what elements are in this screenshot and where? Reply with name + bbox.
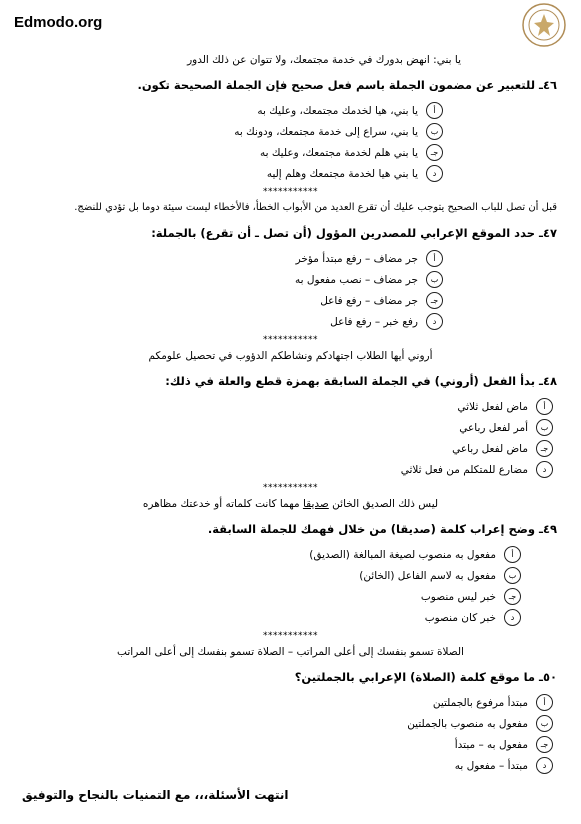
ministry-seal-icon	[521, 2, 567, 48]
option-text: جر مضاف – رفع مبتدأ مؤخر	[295, 252, 418, 265]
option-50-d[interactable]	[20, 755, 553, 776]
option-text: خبر كان منصوب	[424, 611, 496, 624]
question-46: ٤٦ـ للتعبير عن مضمون الجملة باسم فعل صحيح فإن الجملة الصحيحة تكون.	[137, 78, 557, 92]
letter-circle-icon: ب	[536, 715, 553, 732]
option-text: مفعول به – مبتدأ	[454, 738, 528, 751]
passage-49	[20, 496, 561, 518]
letter-circle-icon: د	[504, 609, 521, 626]
option-47-c[interactable]	[20, 290, 443, 311]
passage-highlight: صديقا	[302, 498, 329, 510]
letter-circle-icon: ب	[426, 123, 443, 140]
option-text: ماض لفعل رباعي	[452, 442, 528, 455]
option-text: أمر لفعل رباعي	[459, 421, 528, 434]
option-text: مفعول به منصوب بالجملتين	[407, 717, 528, 730]
separator: ***********	[263, 483, 318, 493]
question-47: ٤٧ـ حدد الموقع الإعرابي للمصدرين المؤول (أن تصل ـ أن تقرع) بالجملة:	[151, 226, 557, 240]
option-50-c[interactable]	[20, 734, 553, 755]
option-text: مبتدأ مرفوع بالجملتين	[432, 696, 528, 709]
exam-page	[20, 52, 561, 776]
option-46-d[interactable]	[20, 163, 443, 184]
letter-circle-icon: ب	[536, 419, 553, 436]
option-text: يا بني، هيا لخدمك مجتمعك، وعليك به	[257, 104, 418, 117]
separator: ***********	[263, 335, 318, 345]
letter-circle-icon: أ	[504, 546, 521, 563]
passage-50: الصلاة تسمو بنفسك إلى أعلى المراتب – الصلاة تسمو بنفسك إلى أعلى المراتب	[117, 646, 464, 658]
letter-circle-icon: جـ	[504, 588, 521, 605]
options-47	[20, 248, 561, 332]
letter-circle-icon: جـ	[426, 292, 443, 309]
letter-circle-icon: أ	[536, 398, 553, 415]
passage-text: ليس ذلك الصديق الخائن	[328, 498, 439, 510]
letter-circle-icon: أ	[426, 250, 443, 267]
letter-circle-icon: ب	[426, 271, 443, 288]
option-49-b[interactable]	[20, 565, 521, 586]
option-46-a[interactable]	[20, 100, 443, 121]
options-49	[20, 544, 561, 628]
options-48	[20, 396, 561, 480]
letter-circle-icon: ب	[504, 567, 521, 584]
option-text: يا بني، سراع إلى خدمة مجتمعك، ودونك به	[234, 125, 418, 138]
option-46-c[interactable]	[20, 142, 443, 163]
letter-circle-icon: جـ	[536, 440, 553, 457]
option-47-a[interactable]	[20, 248, 443, 269]
option-text: مضارع للمتكلم من فعل ثلاثي	[400, 463, 528, 476]
option-46-b[interactable]	[20, 121, 443, 142]
option-50-a[interactable]	[20, 692, 553, 713]
option-text: جر مضاف – رفع فاعل	[320, 294, 418, 307]
passage-47: قبل أن تصل للباب الصحيح يتوجب عليك أن تقرع العديد من الأبواب الخطأ، فالأخطاء ليست سيئة دوما بل تؤدي للنضج.	[74, 202, 557, 213]
option-text: يا بني هلم لخدمة مجتمعك، وعليك به	[259, 146, 418, 159]
option-text: ماض لفعل ثلاثي	[457, 400, 528, 413]
question-50: ٥٠ـ ما موقع كلمة (الصلاة) الإعرابي بالجملتين؟	[294, 670, 557, 684]
option-48-d[interactable]	[20, 459, 553, 480]
option-49-d[interactable]	[20, 607, 521, 628]
option-47-b[interactable]	[20, 269, 443, 290]
option-text: مفعول به لاسم الفاعل (الخائن)	[359, 569, 496, 582]
option-49-c[interactable]	[20, 586, 521, 607]
passage-text: مهما كانت كلماته أو خدعتك مظاهره	[142, 498, 303, 510]
options-46	[20, 100, 561, 184]
closing-message: انتهت الأسئلة،،، مع التمنيات بالنجاح والتوفيق	[22, 788, 289, 802]
letter-circle-icon: جـ	[536, 736, 553, 753]
options-50	[20, 692, 561, 776]
passage-48: أروني أيها الطلاب اجتهادكم ونشاطكم الدؤوب في تحصيل علومكم	[148, 350, 433, 362]
option-text: رفع خبر – رفع فاعل	[330, 315, 418, 328]
letter-circle-icon: أ	[536, 694, 553, 711]
letter-circle-icon: أ	[426, 102, 443, 119]
letter-circle-icon: د	[536, 757, 553, 774]
option-text: خبر ليس منصوب	[420, 590, 496, 603]
option-48-c[interactable]	[20, 438, 553, 459]
letter-circle-icon: د	[426, 165, 443, 182]
option-50-b[interactable]	[20, 713, 553, 734]
option-49-a[interactable]	[20, 544, 521, 565]
letter-circle-icon: د	[426, 313, 443, 330]
option-text: مبتدأ – مفعول به	[454, 759, 528, 772]
separator: ***********	[263, 187, 318, 197]
option-text: جر مضاف – نصب مفعول به	[295, 273, 418, 286]
option-text: يا بني هيا لخدمة مجتمعك وهلم إليه	[266, 167, 418, 180]
letter-circle-icon: د	[536, 461, 553, 478]
option-text: مفعول به منصوب لصيغة المبالغة (الصديق)	[309, 548, 496, 561]
letter-circle-icon: جـ	[426, 144, 443, 161]
question-48: ٤٨ـ بدأ الفعل (أروني) في الجملة السابقة بهمزة قطع والعلة في ذلك:	[165, 374, 557, 388]
option-48-a[interactable]	[20, 396, 553, 417]
option-48-b[interactable]	[20, 417, 553, 438]
question-49: ٤٩ـ وضح إعراب كلمة (صديقا) من خلال فهمك للجملة السابقة.	[207, 522, 557, 536]
passage-46: يا بني: انهض بدورك في خدمة مجتمعك، ولا تتوان عن ذلك الدور	[187, 54, 461, 66]
separator: ***********	[263, 631, 318, 641]
option-47-d[interactable]	[20, 311, 443, 332]
site-brand: Edmodo.org	[14, 14, 103, 31]
